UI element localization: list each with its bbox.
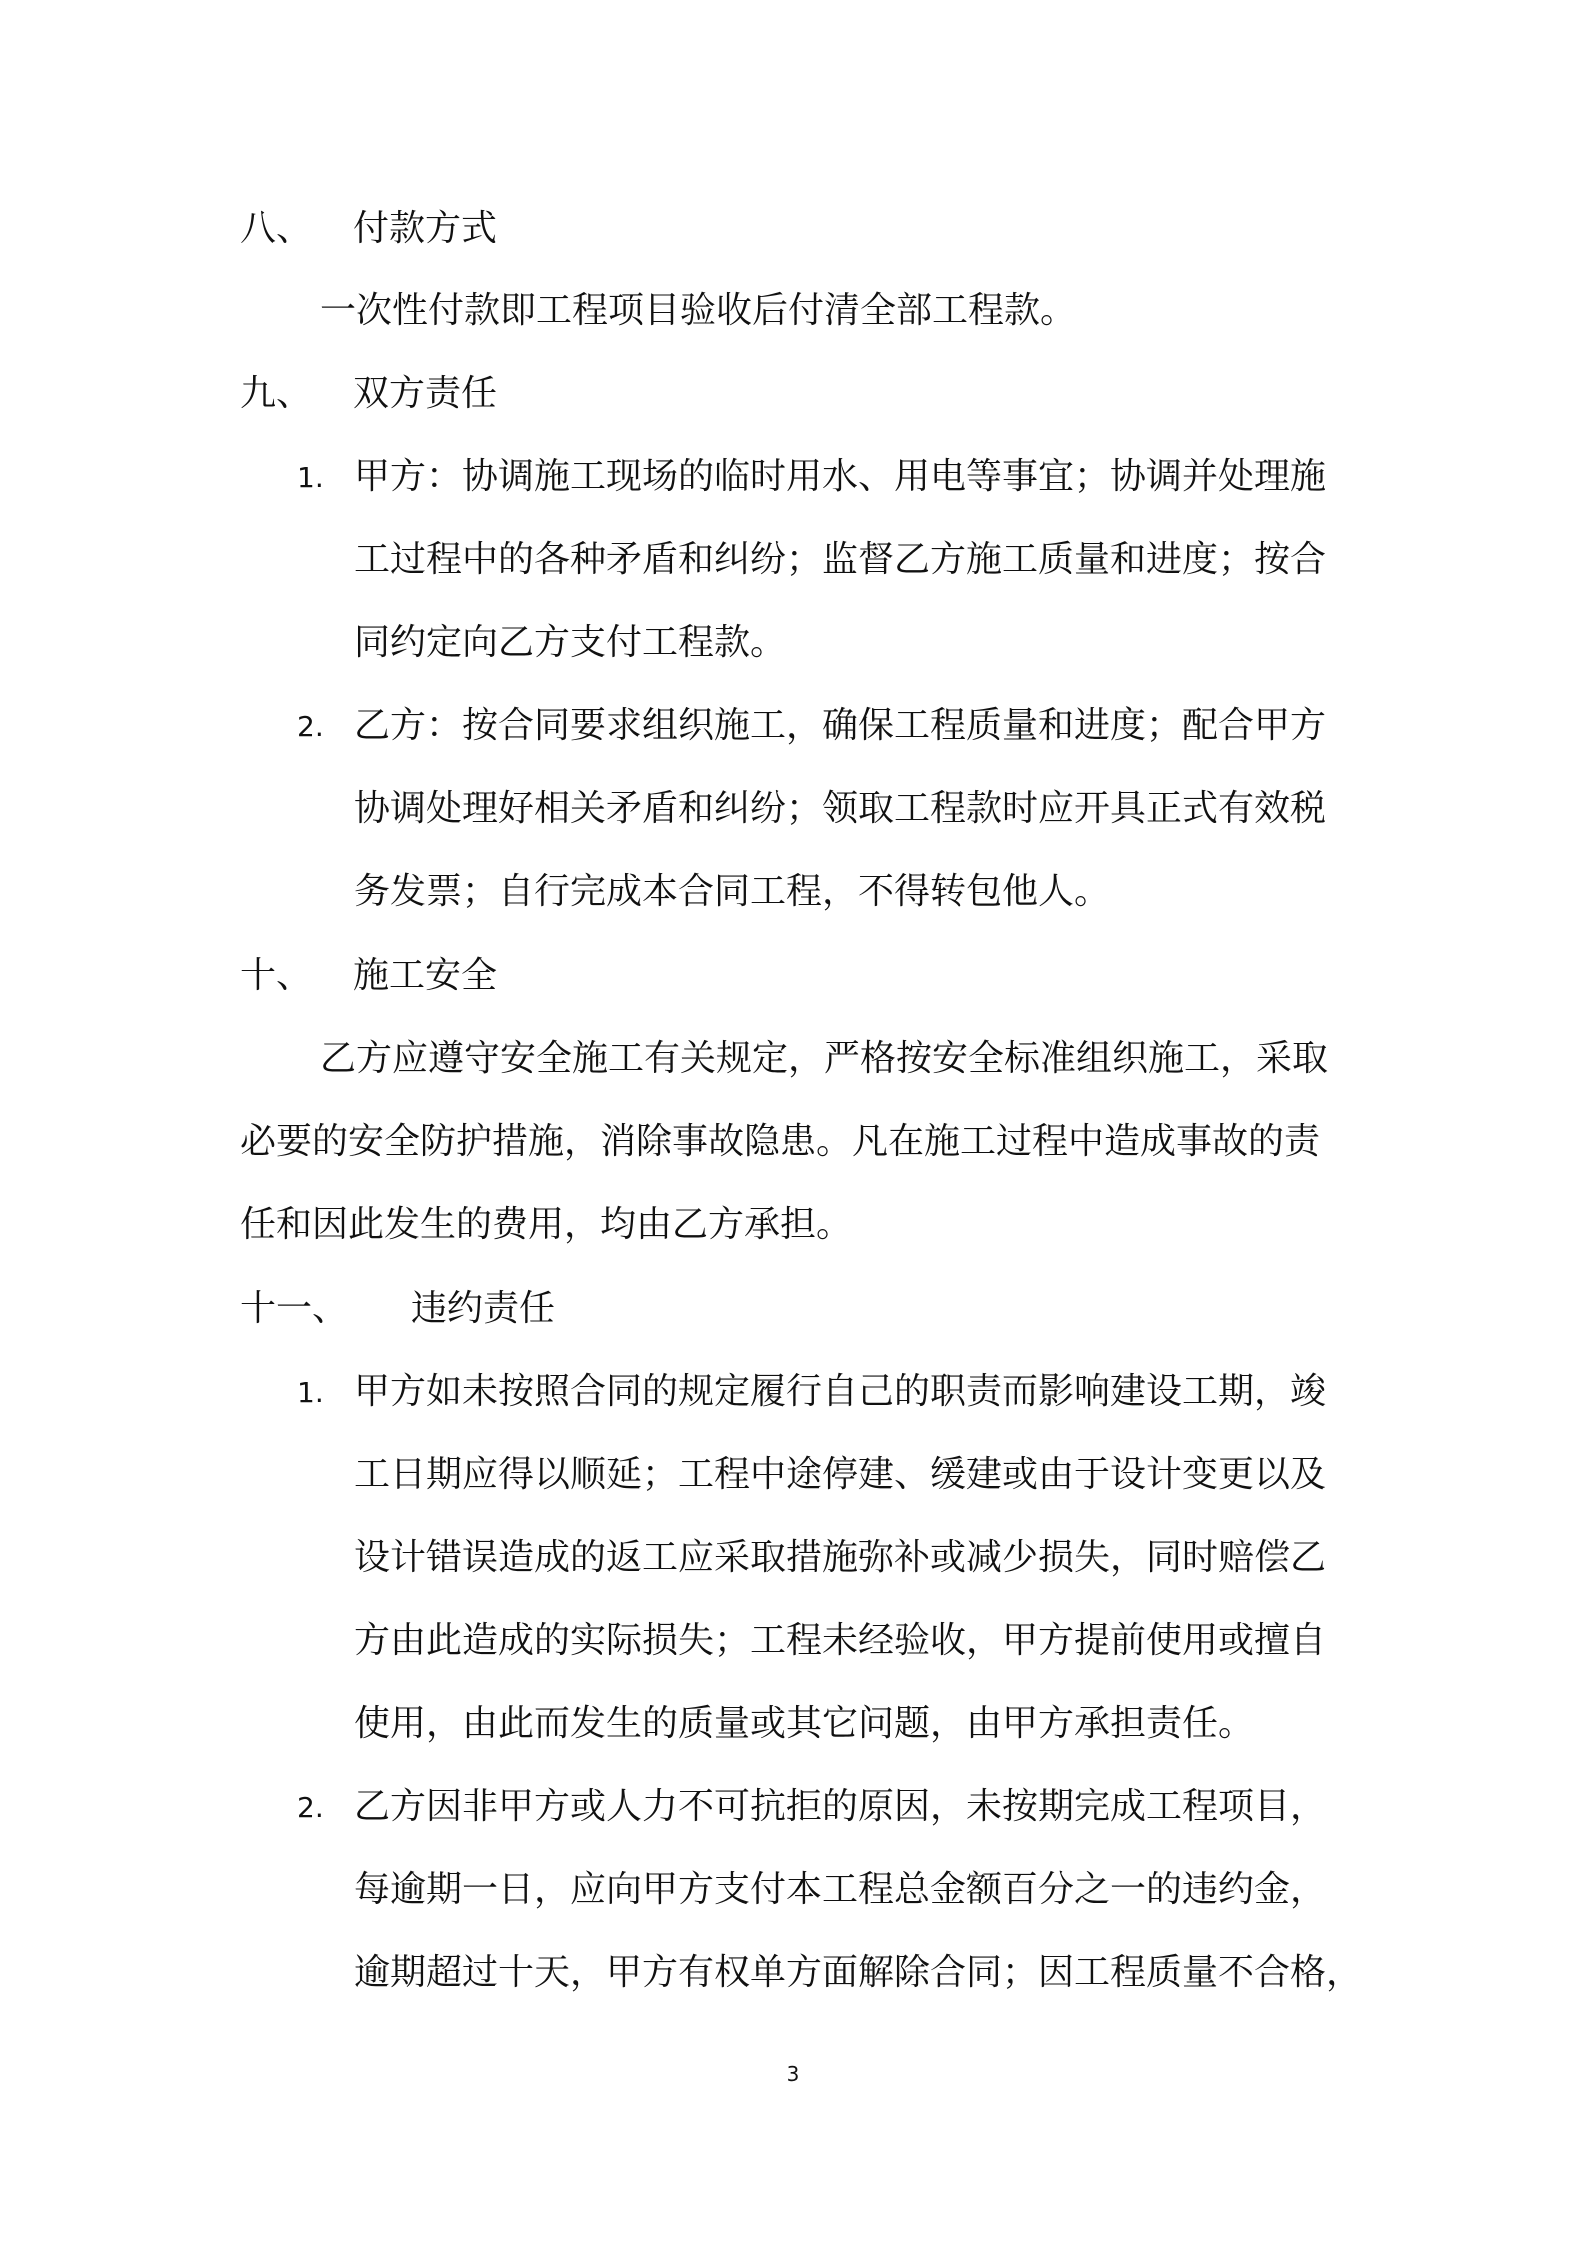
list-item-line: 逾期超过十天，甲方有权单方面解除合同；因工程质量不合格，: [354, 1952, 1363, 1993]
list-item-number: 1.: [297, 1376, 324, 1409]
paragraph-line: 乙方应遵守安全施工有关规定，严格按安全标准组织施工，采取: [320, 1038, 1329, 1079]
paragraph-line: 必要的安全防护措施，消除事故隐患。凡在施工过程中造成事故的责: [240, 1121, 1321, 1162]
paragraph-line: 一次性付款即工程项目验收后付清全部工程款。: [320, 290, 1077, 331]
list-item-line: 乙方：按合同要求组织施工，确保工程质量和进度；配合甲方: [354, 705, 1327, 746]
section-number: 八、: [240, 208, 313, 249]
section-heading: 双方责任: [353, 373, 498, 414]
list-item-line: 工过程中的各种矛盾和纠纷；监督乙方施工质量和进度；按合: [354, 539, 1327, 580]
list-item-line: 设计错误造成的返工应采取措施弥补或减少损失，同时赔偿乙: [354, 1537, 1327, 1578]
list-item-line: 每逾期一日，应向甲方支付本工程总金额百分之一的违约金，: [354, 1869, 1327, 1910]
list-item-line: 甲方如未按照合同的规定履行自己的职责而影响建设工期，竣: [354, 1371, 1327, 1412]
section-heading: 付款方式: [353, 208, 498, 249]
section-number: 十一、: [240, 1288, 349, 1329]
section-heading: 违约责任: [411, 1288, 556, 1329]
list-item-line: 工日期应得以顺延；工程中途停建、缓建或由于设计变更以及: [354, 1454, 1327, 1495]
list-item-line: 乙方因非甲方或人力不可抗拒的原因，未按期完成工程项目，: [354, 1786, 1327, 1827]
list-item-line: 协调处理好相关矛盾和纠纷；领取工程款时应开具正式有效税: [354, 788, 1327, 829]
list-item-line: 使用，由此而发生的质量或其它问题，由甲方承担责任。: [354, 1703, 1255, 1744]
section-number: 九、: [240, 373, 313, 414]
list-item-line: 甲方：协调施工现场的临时用水、用电等事宜；协调并处理施: [354, 456, 1327, 497]
list-item-number: 1.: [297, 461, 324, 494]
page-number: 3: [786, 2062, 800, 2086]
section-heading: 施工安全: [353, 955, 498, 996]
list-item-line: 务发票；自行完成本合同工程，不得转包他人。: [354, 871, 1111, 912]
list-item-number: 2.: [297, 710, 324, 743]
paragraph-line: 任和因此发生的费用，均由乙方承担。: [240, 1204, 853, 1245]
list-item-line: 同约定向乙方支付工程款。: [354, 622, 787, 663]
list-item-number: 2.: [297, 1791, 324, 1824]
list-item-line: 方由此造成的实际损失；工程未经验收，甲方提前使用或擅自: [354, 1620, 1327, 1661]
section-number: 十、: [240, 955, 313, 996]
